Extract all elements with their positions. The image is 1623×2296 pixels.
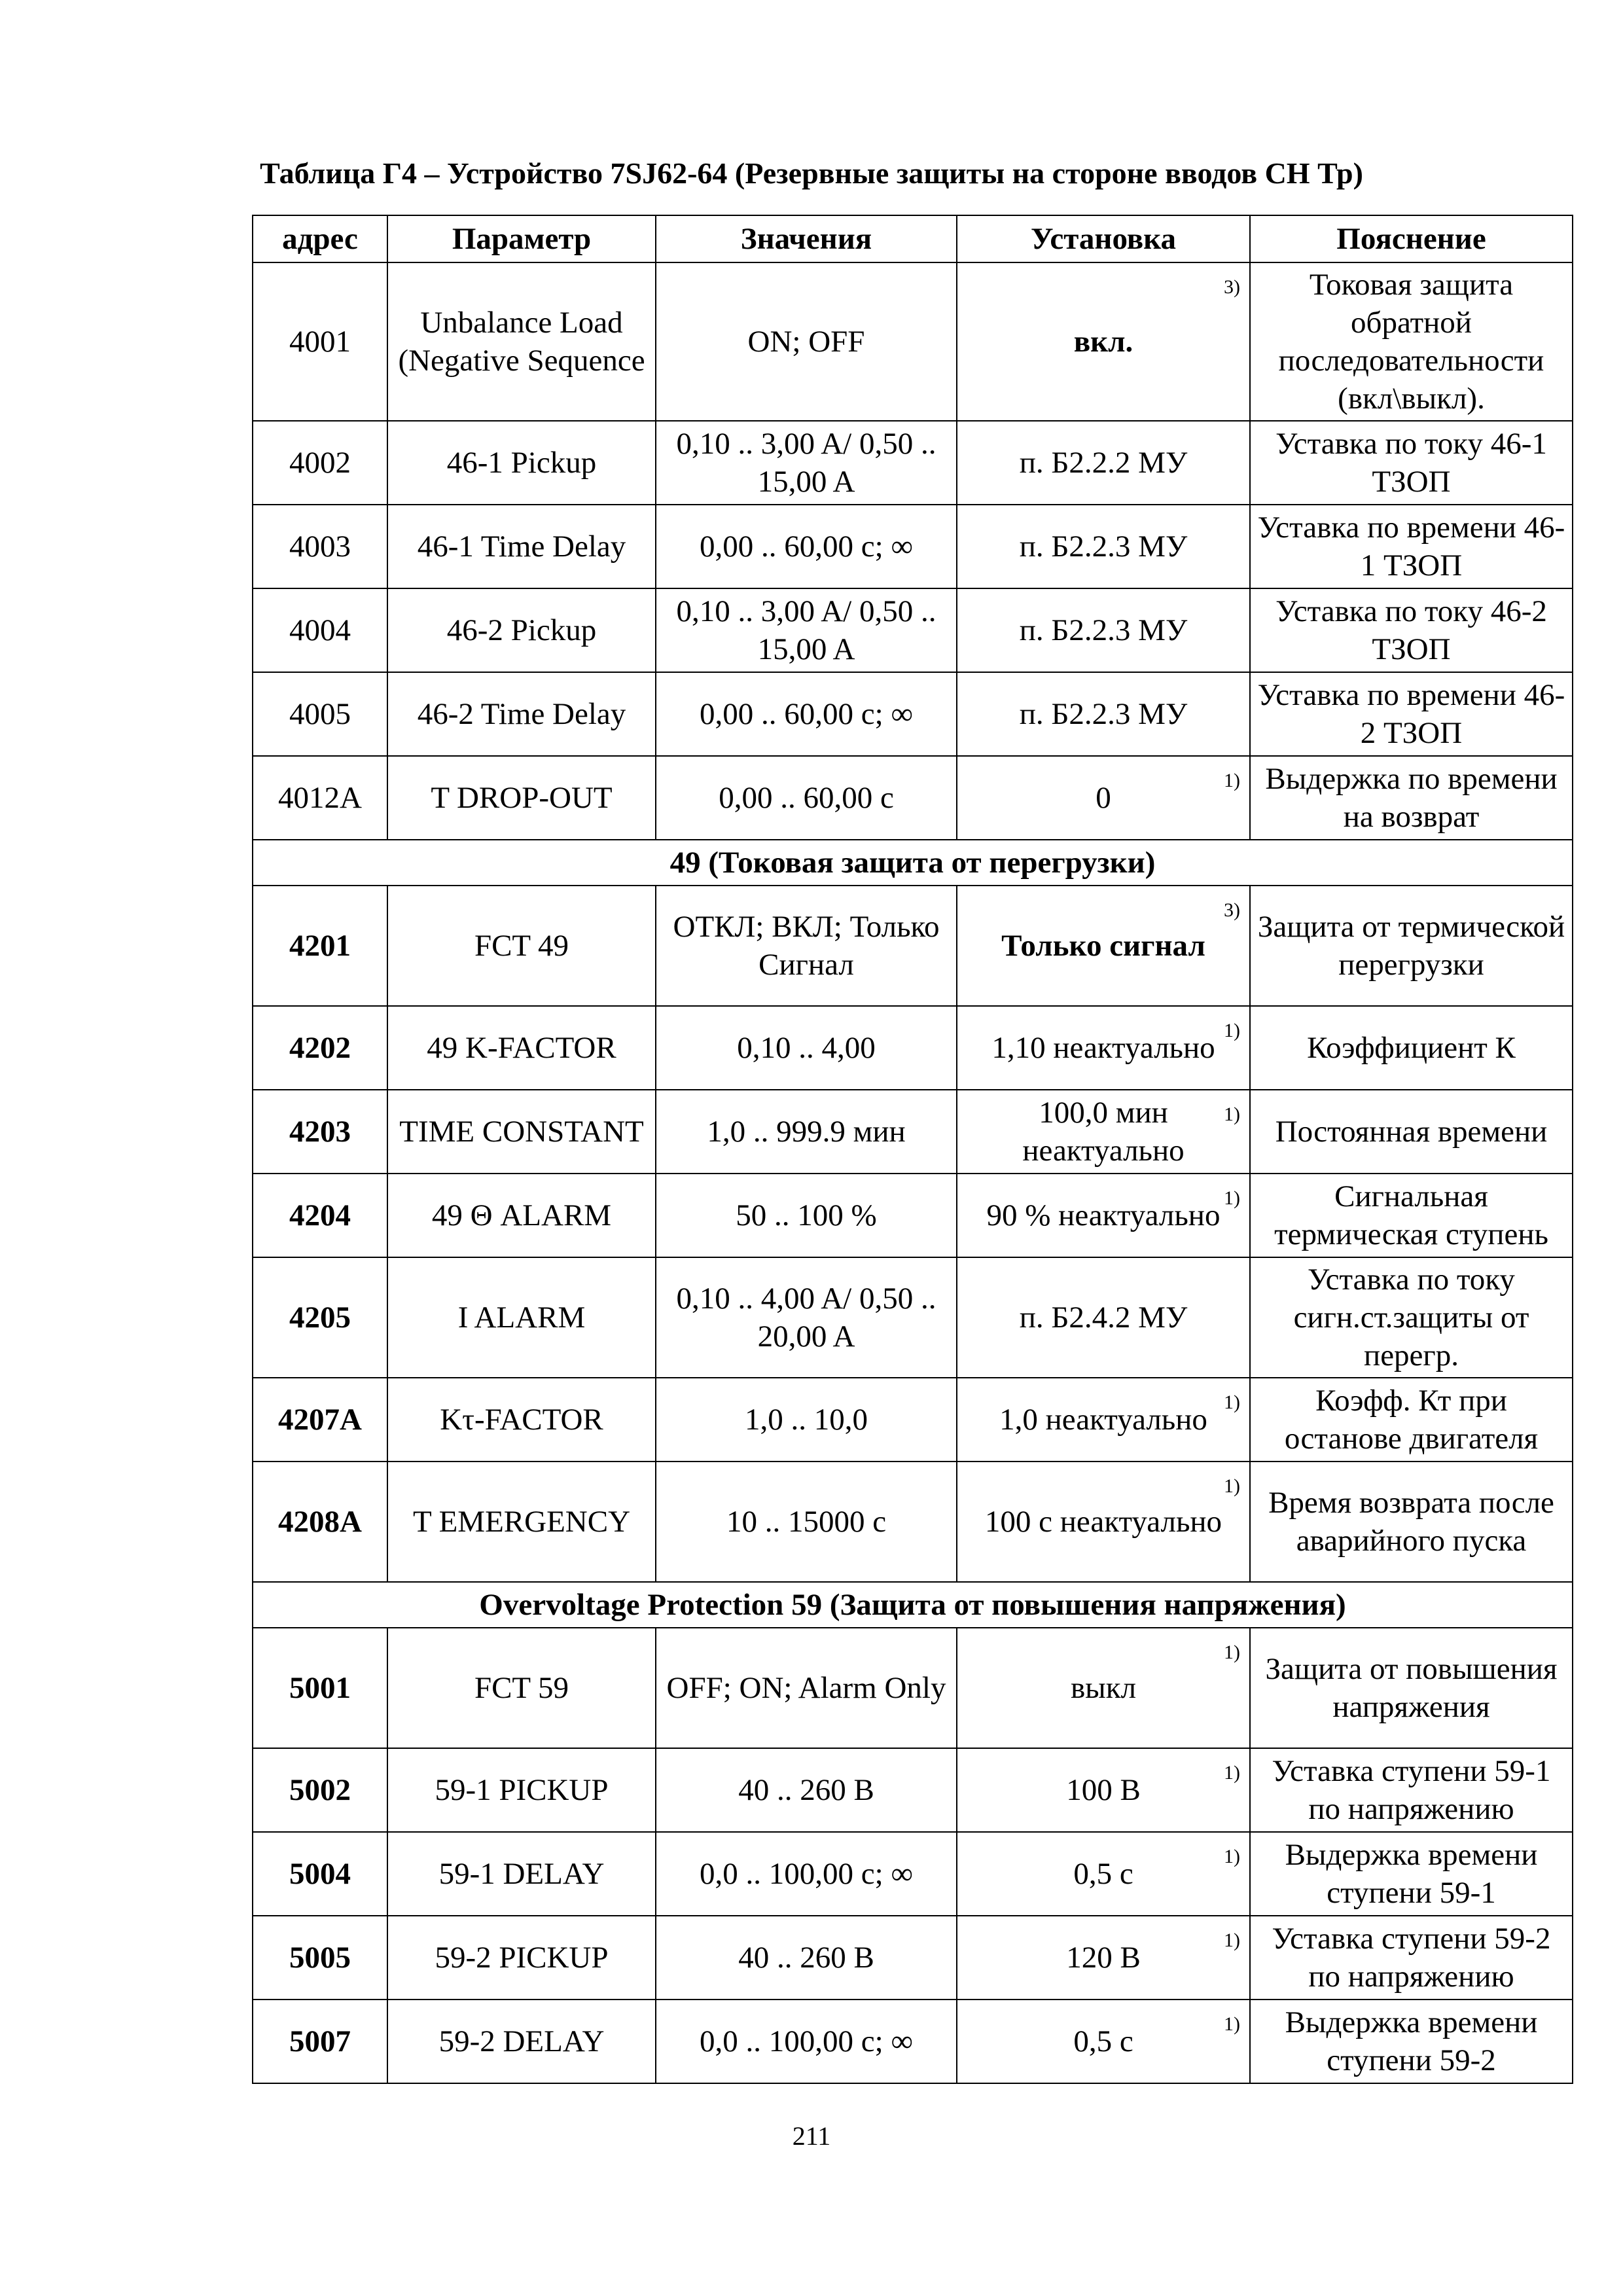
- setting-cell: [957, 1628, 1250, 1748]
- setting-cell-text: п. Б2.2.3 МУ: [1019, 613, 1188, 647]
- footnote-ref: 1): [1224, 1846, 1240, 1867]
- setting-cell: [957, 2000, 1250, 2083]
- address-cell: [253, 1748, 387, 1832]
- address-cell-text: 4202: [289, 1031, 351, 1065]
- table-row: [253, 1090, 1573, 1174]
- address-cell: [253, 421, 387, 505]
- explanation-cell: [1250, 1916, 1573, 2000]
- parameter-cell-text: I ALARM: [457, 1300, 586, 1335]
- values-cell: [656, 1748, 957, 1832]
- explanation-cell-text: Постоянная времени: [1275, 1115, 1548, 1149]
- setting-cell-text: Только сигнал: [1001, 929, 1205, 963]
- table-row: [253, 1832, 1573, 1916]
- table-row: [253, 1748, 1573, 1832]
- explanation-cell-text: Защита от повышения напряжения: [1265, 1652, 1558, 1724]
- address-cell: [253, 1378, 387, 1462]
- values-cell-text: 1,0 .. 999.9 мин: [707, 1115, 906, 1149]
- address-cell: [253, 1006, 387, 1090]
- setting-cell-text: 0,5 с: [1073, 1857, 1133, 1891]
- settings-table: [252, 215, 1573, 2084]
- parameter-cell: [387, 1916, 656, 2000]
- address-cell-text: 4207A: [278, 1403, 362, 1437]
- header-address: адрес: [253, 215, 387, 262]
- explanation-cell-text: Уставка по току 46-1 ТЗОП: [1275, 427, 1547, 499]
- parameter-cell: [387, 421, 656, 505]
- address-cell-text: 4203: [289, 1115, 351, 1149]
- address-cell: [253, 1916, 387, 2000]
- explanation-cell: [1250, 1832, 1573, 1916]
- values-cell-text: ON; OFF: [747, 325, 865, 359]
- header-setting: Установка: [957, 215, 1250, 262]
- setting-cell: [957, 1006, 1250, 1090]
- setting-cell-text: выкл: [1070, 1671, 1137, 1705]
- parameter-cell: [387, 1174, 656, 1257]
- setting-cell-text: 1,10 неактуально: [991, 1031, 1215, 1065]
- values-cell-text: 0,0 .. 100,00 с; ∞: [700, 1857, 913, 1891]
- values-cell-text: 0,00 .. 60,00 с: [719, 781, 894, 815]
- parameter-cell-text: FCT 49: [474, 929, 569, 963]
- section-row: [253, 840, 1573, 886]
- setting-cell: [957, 1832, 1250, 1916]
- footnote-ref: 3): [1224, 899, 1240, 921]
- footnote-ref: 1): [1224, 1929, 1240, 1951]
- parameter-cell: [387, 2000, 656, 2083]
- explanation-cell: [1250, 1628, 1573, 1748]
- parameter-cell-text: Kτ-FACTOR: [440, 1403, 603, 1437]
- setting-cell-text: 0,5 с: [1073, 2024, 1133, 2058]
- table-row: [253, 1462, 1573, 1582]
- setting-cell: [957, 1462, 1250, 1582]
- setting-cell-text: п. Б2.2.2 МУ: [1019, 446, 1188, 480]
- table-row: [253, 588, 1573, 672]
- explanation-cell-text: Защита от термической перегрузки: [1257, 910, 1565, 982]
- explanation-cell: [1250, 1462, 1573, 1582]
- explanation-cell-text: Выдержка времени ступени 59-2: [1285, 2005, 1538, 2077]
- address-cell-text: 4201: [289, 929, 351, 963]
- parameter-cell: [387, 672, 656, 756]
- values-cell-text: 10 .. 15000 с: [726, 1505, 887, 1539]
- header-values: Значения: [656, 215, 957, 262]
- setting-cell: [957, 262, 1250, 421]
- parameter-cell-text: 59-1 DELAY: [438, 1857, 605, 1891]
- values-cell: [656, 756, 957, 840]
- values-cell: [656, 1378, 957, 1462]
- parameter-cell-text: 46-1 Time Delay: [417, 529, 626, 564]
- explanation-cell-text: Уставка ступени 59-1 по напряжению: [1272, 1754, 1551, 1826]
- explanation-cell-text: Сигнальная термическая ступень: [1274, 1179, 1548, 1251]
- parameter-cell-text: 49 K-FACTOR: [427, 1031, 616, 1065]
- values-cell-text: 0,00 .. 60,00 с; ∞: [700, 697, 913, 731]
- address-cell-text: 5001: [289, 1671, 351, 1705]
- footnote-ref: 1): [1224, 1187, 1240, 1209]
- setting-cell: [957, 756, 1250, 840]
- table-row: [253, 1174, 1573, 1257]
- explanation-cell-text: Уставка по времени 46-1 ТЗОП: [1257, 511, 1565, 583]
- table-title: Таблица Г4 – Устройство 7SJ62-64 (Резервные защиты на стороне вводов СН Тр): [260, 156, 1363, 190]
- explanation-cell: [1250, 756, 1573, 840]
- address-cell-text: 4012A: [278, 781, 362, 815]
- parameter-cell-text: T DROP-OUT: [431, 781, 613, 815]
- values-cell-text: 0,0 .. 100,00 с; ∞: [700, 2024, 913, 2058]
- values-cell: [656, 1462, 957, 1582]
- setting-cell-text: 1,0 неактуально: [999, 1403, 1207, 1437]
- setting-cell: [957, 1748, 1250, 1832]
- parameter-cell: [387, 505, 656, 588]
- address-cell-text: 4205: [289, 1300, 351, 1335]
- setting-cell-text: 90 % неактуально: [986, 1198, 1221, 1232]
- setting-cell-text: 100 с неактуально: [984, 1505, 1222, 1539]
- footnote-ref: 1): [1224, 1391, 1240, 1413]
- setting-cell: [957, 588, 1250, 672]
- values-cell: [656, 1628, 957, 1748]
- header-explanation: Пояснение: [1250, 215, 1573, 262]
- explanation-cell-text: Коэффициент К: [1307, 1031, 1516, 1065]
- values-cell-text: 0,10 .. 3,00 A/ 0,50 .. 15,00 A: [676, 427, 936, 499]
- explanation-cell-text: Коэфф. Кт при останове двигателя: [1284, 1384, 1539, 1456]
- parameter-cell-text: T EMERGENCY: [412, 1505, 631, 1539]
- address-cell-text: 4001: [289, 325, 351, 359]
- explanation-cell: [1250, 1006, 1573, 1090]
- section-heading-59: Overvoltage Protection 59 (Защита от повышения напряжения): [253, 1582, 1573, 1628]
- values-cell: [656, 1257, 957, 1378]
- address-cell-text: 5007: [289, 2024, 351, 2058]
- address-cell: [253, 1832, 387, 1916]
- address-cell: [253, 1462, 387, 1582]
- values-cell: [656, 588, 957, 672]
- address-cell-text: 4005: [289, 697, 351, 731]
- parameter-cell: [387, 1006, 656, 1090]
- setting-cell: [957, 1378, 1250, 1462]
- setting-cell: [957, 1090, 1250, 1174]
- setting-cell-text: 100,0 мин неактуально: [1022, 1096, 1185, 1168]
- section-row: [253, 1582, 1573, 1628]
- address-cell-text: 5005: [289, 1941, 351, 1975]
- address-cell: [253, 886, 387, 1006]
- values-cell-text: 0,10 .. 4,00 A/ 0,50 .. 20,00 A: [676, 1282, 936, 1354]
- explanation-cell-text: Уставка по току 46-2 ТЗОП: [1275, 594, 1547, 666]
- values-cell: [656, 1174, 957, 1257]
- table-row: [253, 886, 1573, 1006]
- address-cell-text: 4208A: [278, 1505, 362, 1539]
- values-cell-text: 40 .. 260 В: [738, 1941, 874, 1975]
- setting-cell: [957, 1257, 1250, 1378]
- setting-cell-text: п. Б2.4.2 МУ: [1019, 1300, 1188, 1335]
- table-row: [253, 1378, 1573, 1462]
- setting-cell: [957, 1174, 1250, 1257]
- address-cell-text: 5004: [289, 1857, 351, 1891]
- values-cell: [656, 1832, 957, 1916]
- setting-cell: [957, 1916, 1250, 2000]
- address-cell: [253, 1090, 387, 1174]
- table-row: [253, 1916, 1573, 2000]
- explanation-cell-text: Токовая защита обратной последовательности (вкл\выкл).: [1278, 268, 1544, 416]
- footnote-ref: 1): [1224, 1762, 1240, 1784]
- address-cell-text: 4002: [289, 446, 351, 480]
- address-cell-text: 5002: [289, 1773, 351, 1807]
- table-row: [253, 672, 1573, 756]
- table-body: [253, 262, 1573, 2083]
- values-cell-text: OFF; ON; Alarm Only: [666, 1671, 946, 1705]
- setting-cell-text: 0: [1096, 781, 1111, 815]
- setting-cell: [957, 421, 1250, 505]
- address-cell: [253, 505, 387, 588]
- table-row: [253, 1257, 1573, 1378]
- values-cell: [656, 505, 957, 588]
- setting-cell: [957, 672, 1250, 756]
- parameter-cell-text: 46-2 Time Delay: [417, 697, 626, 731]
- parameter-cell-text: 49 Θ ALARM: [431, 1198, 612, 1232]
- footnote-ref: 3): [1224, 276, 1240, 298]
- parameter-cell: [387, 588, 656, 672]
- values-cell-text: 50 .. 100 %: [736, 1198, 877, 1232]
- values-cell: [656, 421, 957, 505]
- values-cell: [656, 672, 957, 756]
- parameter-cell: [387, 1462, 656, 1582]
- header-row: [253, 215, 1573, 262]
- setting-cell-text: вкл.: [1073, 325, 1133, 359]
- table-row: [253, 756, 1573, 840]
- explanation-cell-text: Уставка по времени 46-2 ТЗОП: [1257, 678, 1565, 750]
- values-cell: [656, 1090, 957, 1174]
- parameter-cell-text: 46-2 Pickup: [446, 613, 597, 647]
- explanation-cell: [1250, 262, 1573, 421]
- table-row: [253, 421, 1573, 505]
- parameter-cell-text: 59-2 DELAY: [438, 2024, 605, 2058]
- parameter-cell: [387, 1628, 656, 1748]
- explanation-cell: [1250, 505, 1573, 588]
- address-cell: [253, 1257, 387, 1378]
- address-cell: [253, 2000, 387, 2083]
- footnote-ref: 1): [1224, 1103, 1240, 1125]
- explanation-cell: [1250, 1748, 1573, 1832]
- values-cell-text: 0,10 .. 3,00 A/ 0,50 .. 15,00 A: [676, 594, 936, 666]
- values-cell-text: 40 .. 260 В: [738, 1773, 874, 1807]
- parameter-cell-text: FCT 59: [474, 1671, 569, 1705]
- footnote-ref: 1): [1224, 1020, 1240, 1041]
- parameter-cell: [387, 1832, 656, 1916]
- footnote-ref: 1): [1224, 770, 1240, 791]
- explanation-cell: [1250, 588, 1573, 672]
- setting-cell-text: 100 В: [1066, 1773, 1141, 1807]
- table-row: [253, 505, 1573, 588]
- explanation-cell: [1250, 672, 1573, 756]
- parameter-cell-text: TIME CONSTANT: [399, 1115, 644, 1149]
- address-cell: [253, 672, 387, 756]
- parameter-cell-text: Unbalance Load (Negative Sequence: [398, 306, 645, 378]
- page-number: 211: [792, 2121, 831, 2151]
- explanation-cell: [1250, 421, 1573, 505]
- setting-cell-text: 120 В: [1066, 1941, 1141, 1975]
- explanation-cell-text: Выдержка времени ступени 59-1: [1285, 1838, 1538, 1910]
- values-cell-text: 1,0 .. 10,0: [745, 1403, 868, 1437]
- footnote-ref: 1): [1224, 1641, 1240, 1663]
- parameter-cell: [387, 756, 656, 840]
- section-heading-49: 49 (Токовая защита от перегрузки): [253, 840, 1573, 886]
- explanation-cell: [1250, 1090, 1573, 1174]
- values-cell: [656, 886, 957, 1006]
- explanation-cell-text: Время возврата после аварийного пуска: [1268, 1486, 1554, 1558]
- address-cell: [253, 588, 387, 672]
- values-cell: [656, 1916, 957, 2000]
- address-cell: [253, 1174, 387, 1257]
- parameter-cell: [387, 886, 656, 1006]
- address-cell-text: 4003: [289, 529, 351, 564]
- explanation-cell-text: Выдержка по времени на возврат: [1265, 762, 1558, 834]
- explanation-cell: [1250, 1257, 1573, 1378]
- address-cell: [253, 756, 387, 840]
- table-row: [253, 1628, 1573, 1748]
- explanation-cell: [1250, 886, 1573, 1006]
- explanation-cell-text: Уставка по току сигн.ст.защиты от перегр.: [1293, 1263, 1529, 1372]
- parameter-cell: [387, 1378, 656, 1462]
- values-cell: [656, 262, 957, 421]
- explanation-cell-text: Уставка ступени 59-2 по напряжению: [1272, 1922, 1551, 1994]
- table-row: [253, 262, 1573, 421]
- header-parameter: Параметр: [387, 215, 656, 262]
- values-cell: [656, 2000, 957, 2083]
- setting-cell-text: п. Б2.2.3 МУ: [1019, 697, 1188, 731]
- parameter-cell: [387, 262, 656, 421]
- address-cell: [253, 262, 387, 421]
- footnote-ref: 1): [1224, 2013, 1240, 2035]
- values-cell-text: ОТКЛ; ВКЛ; Только Сигнал: [673, 910, 940, 982]
- explanation-cell: [1250, 2000, 1573, 2083]
- explanation-cell: [1250, 1174, 1573, 1257]
- footnote-ref: 1): [1224, 1475, 1240, 1497]
- explanation-cell: [1250, 1378, 1573, 1462]
- address-cell: [253, 1628, 387, 1748]
- parameter-cell-text: 46-1 Pickup: [446, 446, 597, 480]
- values-cell-text: 0,00 .. 60,00 с; ∞: [700, 529, 913, 564]
- address-cell-text: 4004: [289, 613, 351, 647]
- parameter-cell: [387, 1748, 656, 1832]
- setting-cell-text: п. Б2.2.3 МУ: [1019, 529, 1188, 564]
- table-row: [253, 2000, 1573, 2083]
- parameter-cell: [387, 1257, 656, 1378]
- table-row: [253, 1006, 1573, 1090]
- parameter-cell-text: 59-1 PICKUP: [435, 1773, 609, 1807]
- setting-cell: [957, 886, 1250, 1006]
- setting-cell: [957, 505, 1250, 588]
- values-cell: [656, 1006, 957, 1090]
- parameter-cell-text: 59-2 PICKUP: [435, 1941, 609, 1975]
- parameter-cell: [387, 1090, 656, 1174]
- address-cell-text: 4204: [289, 1198, 351, 1232]
- values-cell-text: 0,10 .. 4,00: [737, 1031, 876, 1065]
